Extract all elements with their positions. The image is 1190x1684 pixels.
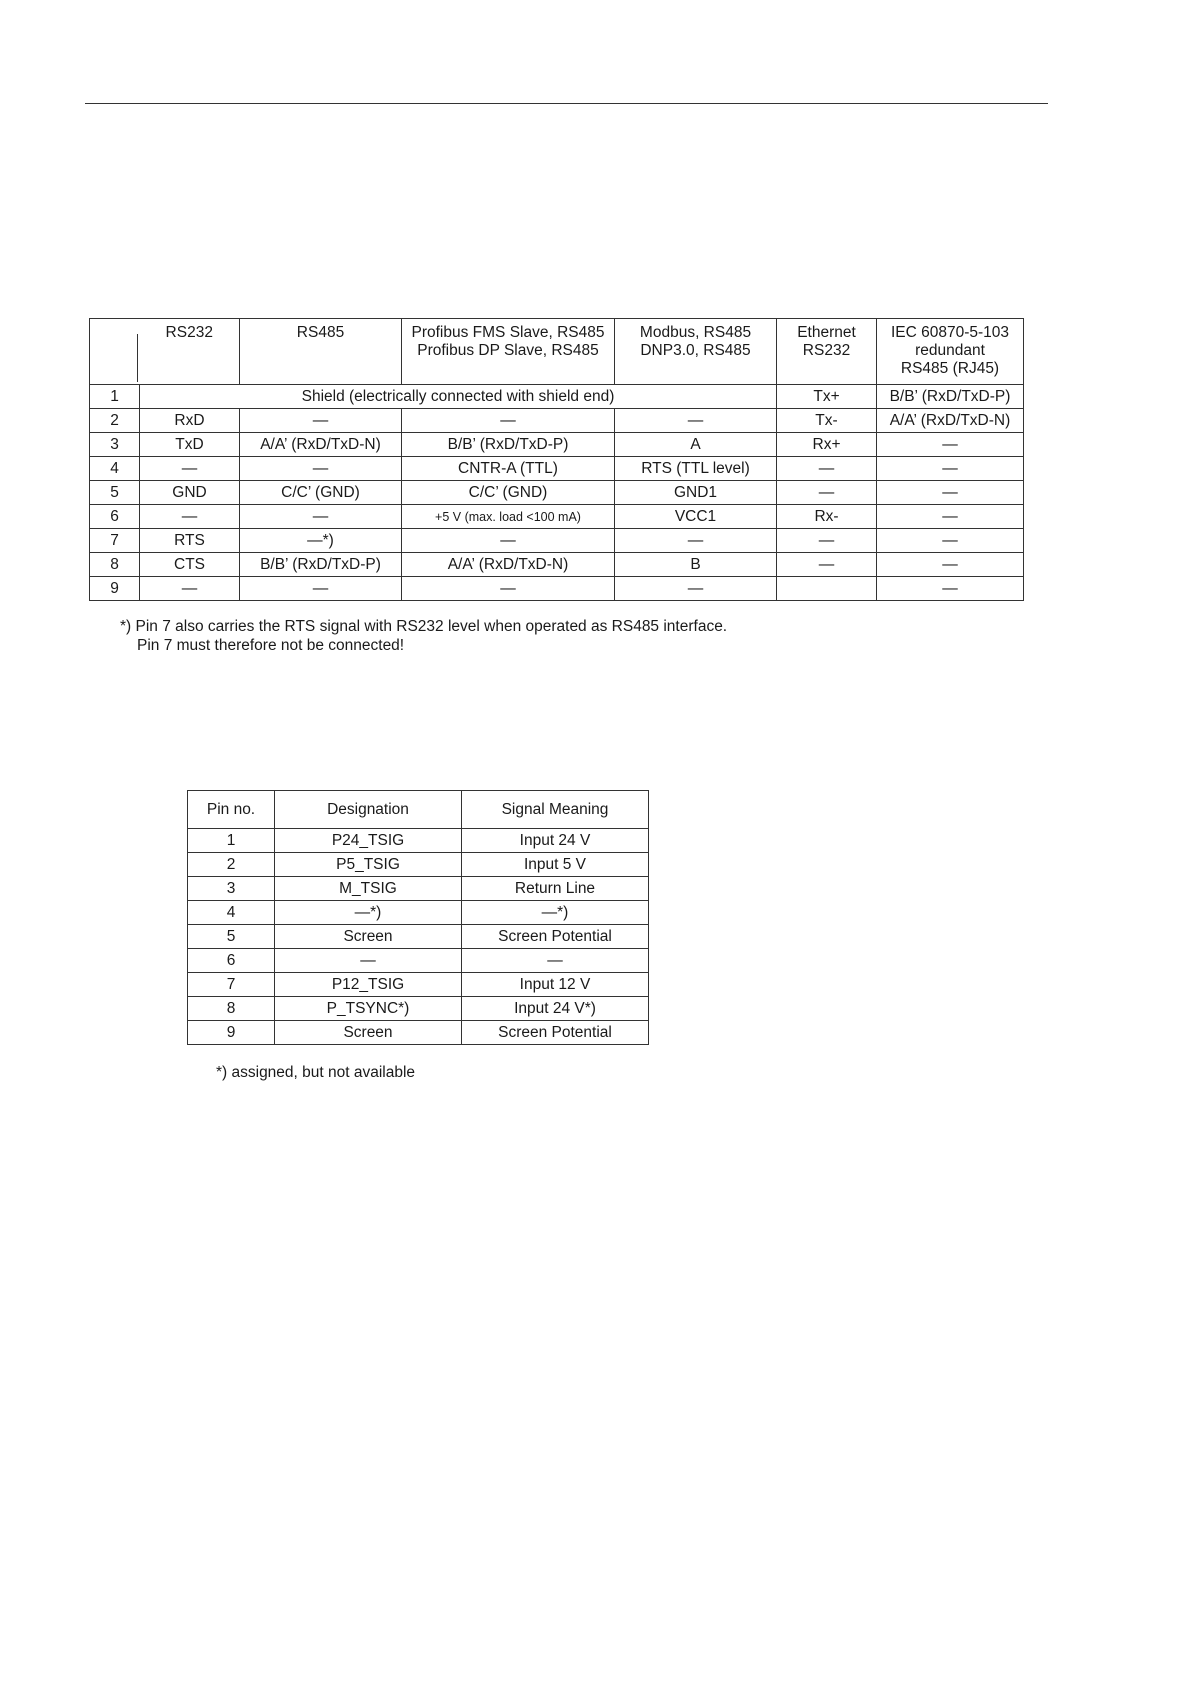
table-cell: P12_TSIG	[275, 973, 462, 997]
table-cell: —	[777, 553, 877, 577]
table-cell: —	[877, 457, 1024, 481]
table-cell: P_TSYNC*)	[275, 997, 462, 1021]
interface-pin-table	[89, 318, 1024, 601]
table-cell: C/C’ (GND)	[402, 481, 615, 505]
table-cell: TxD	[140, 433, 240, 457]
table-cell: —	[402, 577, 615, 601]
header-cell	[615, 319, 777, 385]
table-cell: CTS	[140, 553, 240, 577]
header-cell-pin	[90, 319, 140, 385]
table-row	[188, 853, 649, 877]
table-cell: B/B’ (RxD/TxD-P)	[877, 385, 1024, 409]
table1-footnote: *) Pin 7 also carries the RTS signal with RS232 level when operated as RS485 interface.	[120, 618, 728, 635]
table-cell: —	[877, 577, 1024, 601]
pin-cell: 7	[188, 973, 275, 997]
table-cell: Screen Potential	[462, 925, 649, 949]
pin-cell: 8	[90, 553, 140, 577]
table-row	[188, 877, 649, 901]
header-line: Modbus, RS485	[639, 324, 752, 341]
pin-cell: 6	[90, 505, 140, 529]
table-row	[188, 901, 649, 925]
table-cell: Input 24 V	[462, 829, 649, 853]
table-cell: —	[240, 577, 402, 601]
pin-cell: 2	[188, 853, 275, 877]
table-cell: —*)	[240, 529, 402, 553]
table-cell: M_TSIG	[275, 877, 462, 901]
pin-cell: 6	[188, 949, 275, 973]
table-cell: RxD	[140, 409, 240, 433]
header-line: Ethernet	[797, 324, 856, 341]
table-cell: —	[402, 409, 615, 433]
header-line: IEC 60870-5-103	[890, 324, 1010, 341]
table-cell: P24_TSIG	[275, 829, 462, 853]
table-cell: A/A’ (RxD/TxD-N)	[877, 409, 1024, 433]
pin-cell: 9	[188, 1021, 275, 1045]
table-cell: VCC1	[615, 505, 777, 529]
header-cell	[402, 319, 615, 385]
pin-cell: 3	[188, 877, 275, 901]
table-cell: —	[877, 529, 1024, 553]
table-cell: —	[140, 505, 240, 529]
table-cell: Tx-	[777, 409, 877, 433]
table-row	[188, 925, 649, 949]
table-cell: C/C’ (GND)	[240, 481, 402, 505]
pin-cell: 5	[90, 481, 140, 505]
pin-cell: 7	[90, 529, 140, 553]
table-cell: Screen	[275, 1021, 462, 1045]
table-row	[188, 973, 649, 997]
header-line: RS232	[802, 342, 851, 359]
pin-cell: 5	[188, 925, 275, 949]
header-line: Profibus FMS Slave, RS485	[411, 324, 605, 341]
table-cell: —	[877, 553, 1024, 577]
table-cell	[777, 577, 877, 601]
table-cell: GND	[140, 481, 240, 505]
table-row	[90, 553, 1024, 577]
table-cell: —	[877, 481, 1024, 505]
header-cell: RS485	[240, 319, 402, 385]
table-cell: —	[615, 577, 777, 601]
header-line: DNP3.0, RS485	[640, 342, 751, 359]
header-cell	[777, 319, 877, 385]
table-cell: —	[240, 457, 402, 481]
table-cell: Tx+	[777, 385, 877, 409]
table-cell: —	[877, 433, 1024, 457]
header-line: RS485 (RJ45)	[900, 360, 1000, 377]
table-cell: —	[240, 409, 402, 433]
table-header-row	[188, 791, 649, 829]
pin-cell: 8	[188, 997, 275, 1021]
pin-cell: 2	[90, 409, 140, 433]
table1-footnote-continued: Pin 7 must therefore not be connected!	[137, 637, 405, 654]
table2-footnote: *) assigned, but not available	[216, 1064, 416, 1081]
table-cell: —	[877, 505, 1024, 529]
table-cell: —	[777, 457, 877, 481]
header-cell: Signal Meaning	[462, 791, 649, 829]
table-cell: Input 12 V	[462, 973, 649, 997]
table-row	[90, 433, 1024, 457]
table-cell: —	[140, 457, 240, 481]
table-cell: B	[615, 553, 777, 577]
table-cell: Return Line	[462, 877, 649, 901]
table-row	[90, 505, 1024, 529]
table-cell: A	[615, 433, 777, 457]
pin-cell: 9	[90, 577, 140, 601]
table-cell: +5 V (max. load <100 mA)	[402, 505, 615, 529]
table-row	[90, 529, 1024, 553]
table-cell: Screen Potential	[462, 1021, 649, 1045]
header-cell: Designation	[275, 791, 462, 829]
table-cell: Screen	[275, 925, 462, 949]
header-line: Profibus DP Slave, RS485	[417, 342, 599, 359]
table-row	[188, 949, 649, 973]
pin-cell: 1	[90, 385, 140, 409]
table-cell: Input 24 V*)	[462, 997, 649, 1021]
table-cell: A/A’ (RxD/TxD-N)	[402, 553, 615, 577]
time-sync-pin-table	[187, 790, 649, 1045]
header-cell	[877, 319, 1024, 385]
table-cell: Rx-	[777, 505, 877, 529]
table-header-row	[90, 319, 1024, 385]
table-cell: —	[777, 481, 877, 505]
table-row	[90, 481, 1024, 505]
table-cell: —	[777, 529, 877, 553]
table-cell: —*)	[462, 901, 649, 925]
table-row	[188, 829, 649, 853]
table-cell: —	[402, 529, 615, 553]
table-cell: —	[275, 949, 462, 973]
table-cell: —	[240, 505, 402, 529]
table-cell: P5_TSIG	[275, 853, 462, 877]
header-cell: RS232	[140, 319, 240, 385]
shield-cell: Shield (electrically connected with shield end)	[140, 385, 777, 409]
table-row	[90, 409, 1024, 433]
pin-cell: 4	[188, 901, 275, 925]
table-cell: RTS (TTL level)	[615, 457, 777, 481]
table-cell: GND1	[615, 481, 777, 505]
table-cell: RTS	[140, 529, 240, 553]
table-cell: B/B’ (RxD/TxD-P)	[240, 553, 402, 577]
pin-cell: 3	[90, 433, 140, 457]
table-row	[90, 385, 1024, 409]
pin-cell: 4	[90, 457, 140, 481]
table-cell: B/B’ (RxD/TxD-P)	[402, 433, 615, 457]
table-row	[188, 997, 649, 1021]
table-row	[90, 577, 1024, 601]
table-cell: —	[140, 577, 240, 601]
table-cell: —	[615, 529, 777, 553]
pin-cell: 1	[188, 829, 275, 853]
table-cell: A/A’ (RxD/TxD-N)	[240, 433, 402, 457]
table-cell: —*)	[275, 901, 462, 925]
table-cell: CNTR-A (TTL)	[402, 457, 615, 481]
table-row	[188, 1021, 649, 1045]
header-cell: Pin no.	[188, 791, 275, 829]
table-cell: Input 5 V	[462, 853, 649, 877]
table-cell: —	[615, 409, 777, 433]
header-line: redundant	[915, 342, 985, 359]
header-rule	[85, 103, 1048, 104]
table-row	[90, 457, 1024, 481]
table-cell: —	[462, 949, 649, 973]
table-cell: Rx+	[777, 433, 877, 457]
